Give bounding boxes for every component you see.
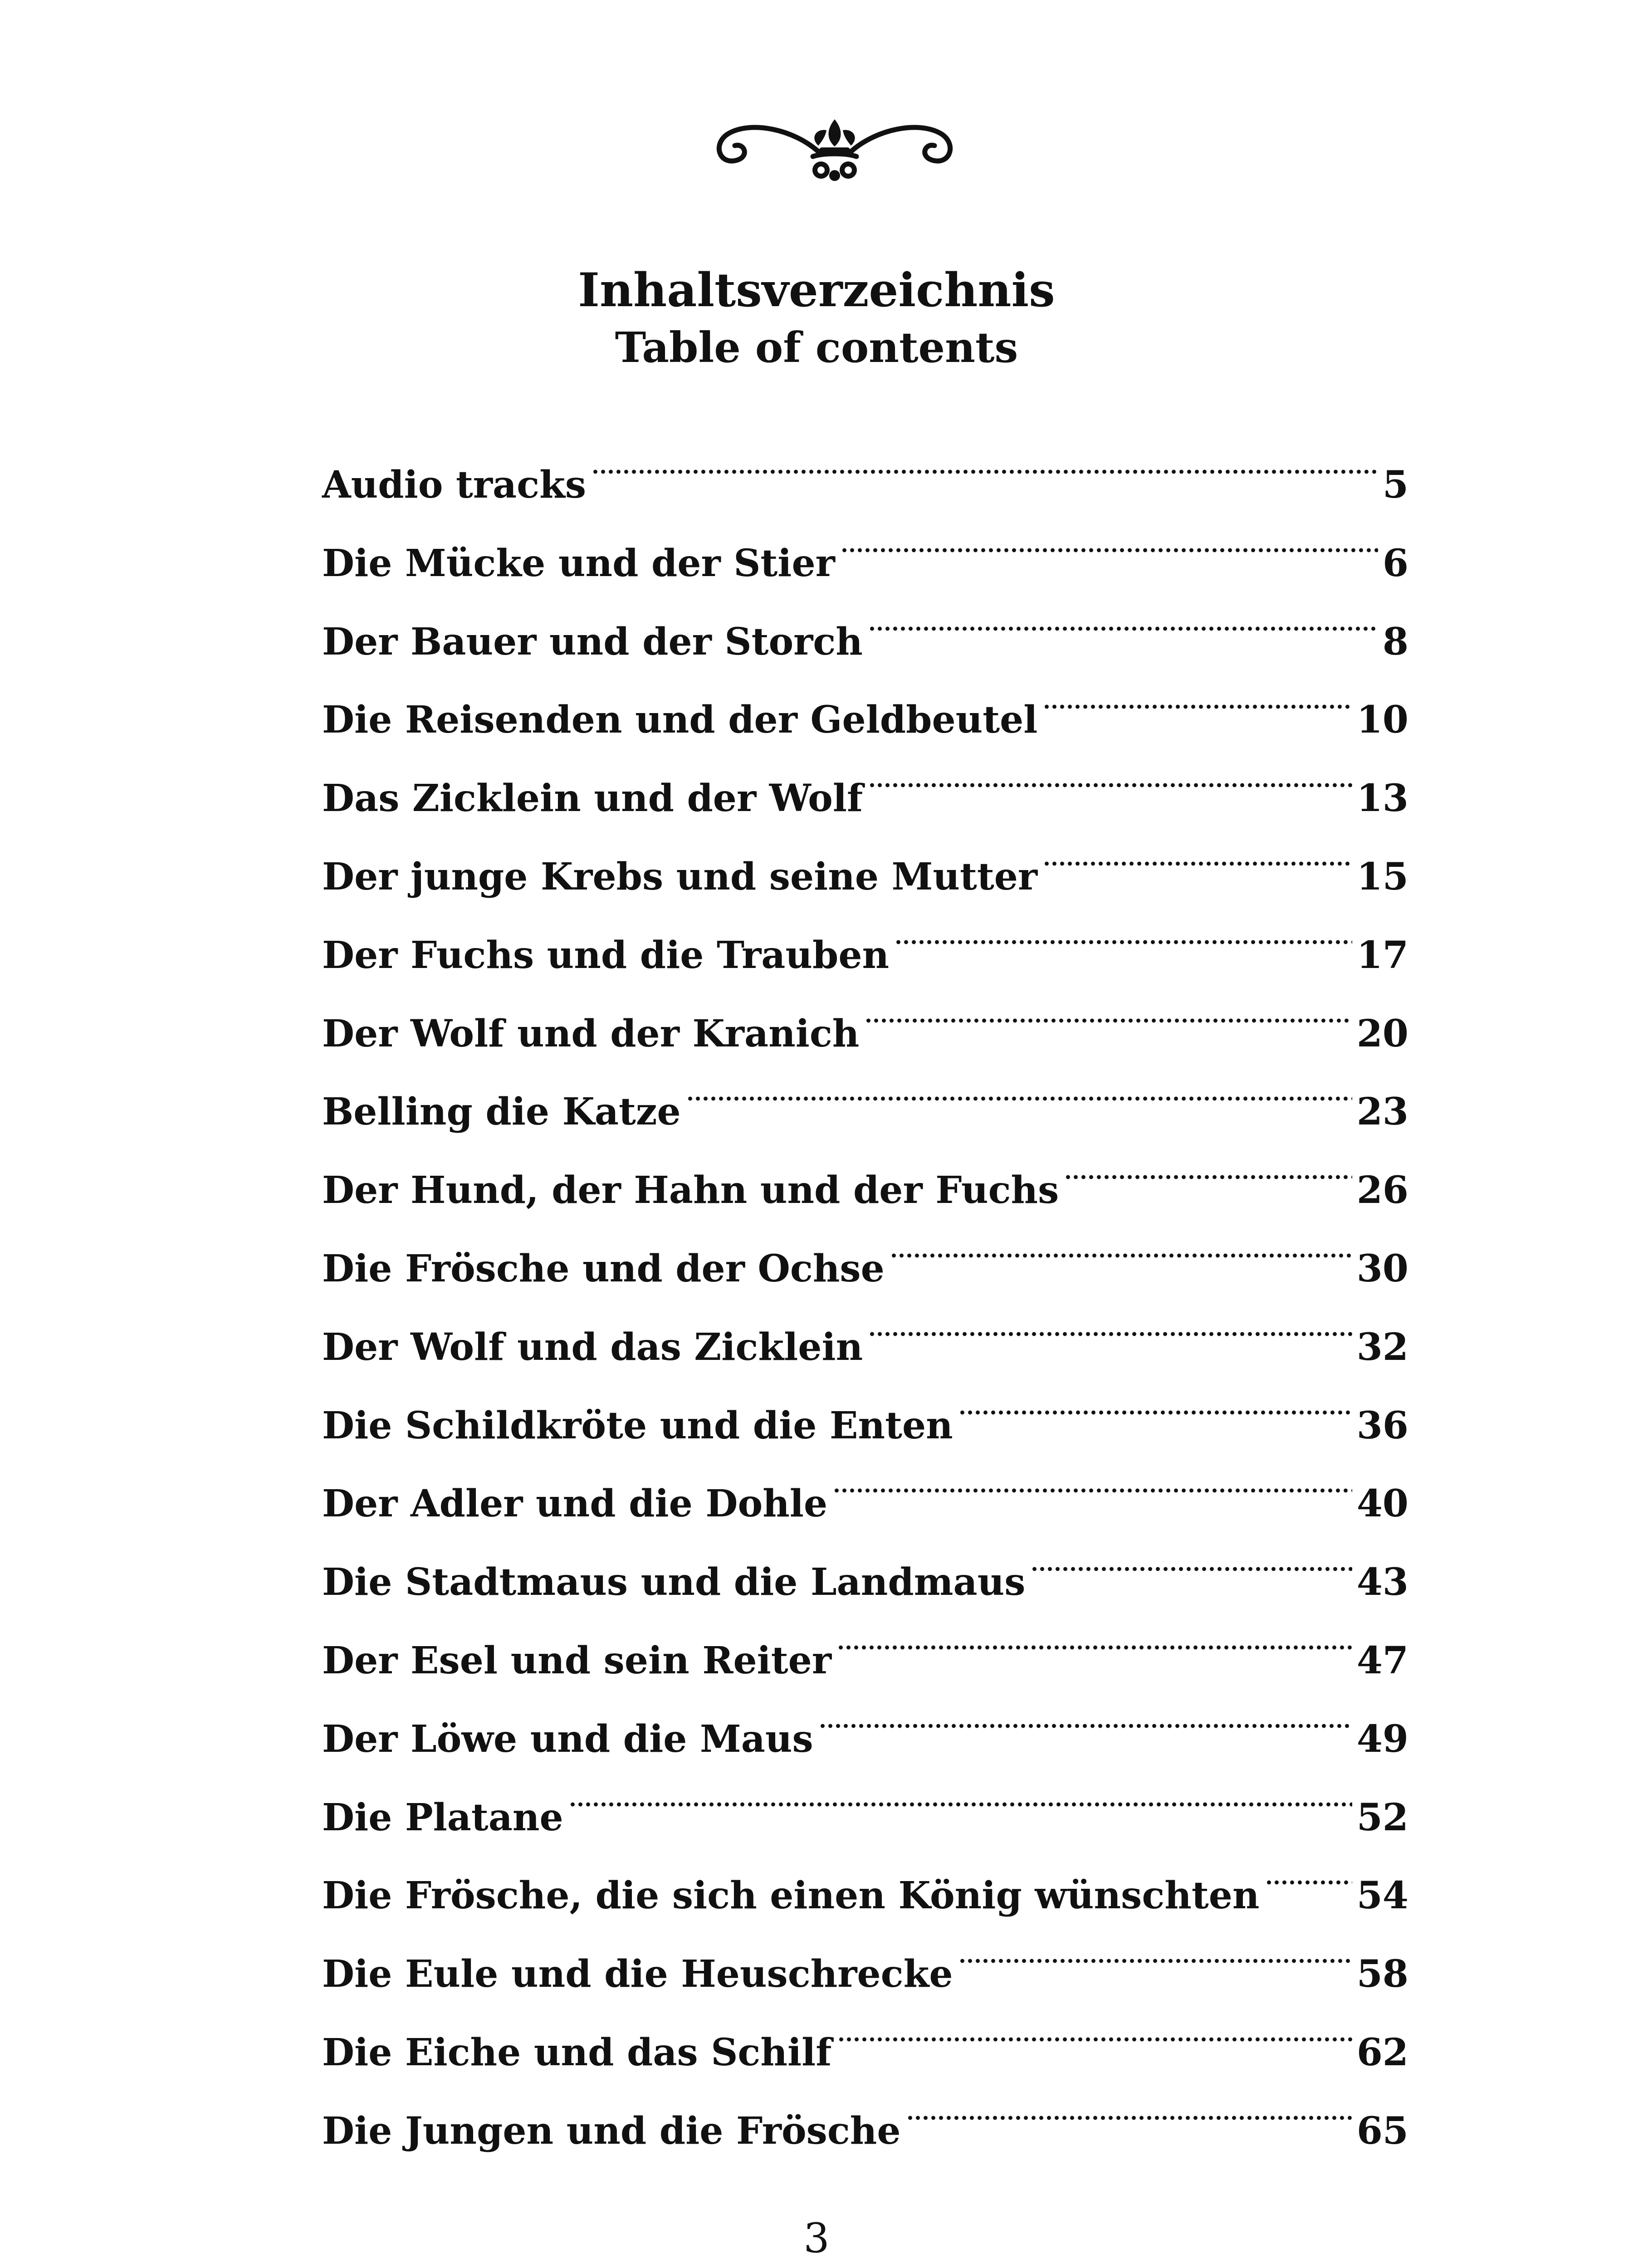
toc-entry-page: 36: [1356, 1403, 1408, 1447]
dot-leader: [1043, 655, 1352, 733]
toc-entry-title: Der junge Krebs und seine Mutter: [322, 855, 1038, 899]
dot-leader: [958, 1360, 1352, 1438]
toc-entry-page: 8: [1382, 620, 1408, 664]
toc-entry-title: Der Fuchs und die Trauben: [322, 933, 890, 977]
toc-entry-page: 40: [1356, 1482, 1408, 1526]
dot-leader: [1043, 811, 1352, 890]
toc-entry-title: Der Esel und sein Reiter: [322, 1638, 832, 1682]
toc-entry-page: 15: [1356, 855, 1408, 899]
dot-leader: [833, 1438, 1352, 1516]
dot-leader: [868, 577, 1378, 655]
dot-leader: [569, 1752, 1352, 1830]
toc-entry-page: 23: [1356, 1090, 1408, 1134]
toc-entry[interactable]: [322, 420, 1408, 507]
dot-leader: [895, 890, 1352, 968]
dot-leader: [865, 968, 1352, 1046]
toc-entry-title: Audio tracks: [322, 463, 587, 507]
dot-leader: [958, 1909, 1352, 1987]
toc-entry-page: 49: [1356, 1717, 1408, 1761]
dot-leader: [592, 420, 1378, 498]
toc-entry-title: Der Adler und die Dohle: [322, 1482, 828, 1526]
dot-leader: [686, 1046, 1352, 1124]
dot-leader: [837, 1595, 1352, 1673]
dot-leader: [890, 1203, 1352, 1281]
toc-entry-page: 47: [1356, 1638, 1408, 1682]
toc-entry-title: Die Frösche, die sich einen König wünschten: [322, 1874, 1260, 1918]
toc-entry-page: 62: [1356, 2030, 1408, 2074]
toc-entry-title: Die Stadtmaus und die Landmaus: [322, 1560, 1026, 1604]
toc-entry-title: Der Wolf und der Kranich: [322, 1012, 860, 1056]
dot-leader: [1031, 1517, 1352, 1595]
toc-entry-page: 10: [1356, 698, 1408, 742]
toc-entry-page: 52: [1356, 1795, 1408, 1839]
dot-leader: [868, 733, 1352, 811]
dot-leader: [841, 498, 1378, 576]
toc-entry-page: 65: [1356, 2109, 1408, 2153]
floral-flourish-icon: [753, 2257, 925, 2268]
toc-entry-title: Die Jungen und die Frösche: [322, 2109, 901, 2153]
page-title-english: Table of contents: [615, 323, 1018, 372]
toc-entry-title: Die Eule und die Heuschrecke: [322, 1952, 953, 1996]
toc-entry-title: Die Platane: [322, 1795, 563, 1839]
dot-leader: [906, 2066, 1352, 2144]
toc-entry-page: 58: [1356, 1952, 1408, 1996]
toc-entry-title: Die Eiche und das Schilf: [322, 2030, 832, 2074]
toc-entry-page: 13: [1356, 777, 1408, 821]
dot-leader: [837, 1987, 1352, 2065]
table-of-contents: [322, 420, 1408, 2153]
toc-entry-title: Der Hund, der Hahn und der Fuchs: [322, 1168, 1059, 1212]
dot-leader: [1265, 1830, 1352, 1908]
page-number: 3: [803, 2214, 830, 2262]
toc-entry-title: Das Zicklein und der Wolf: [322, 777, 863, 821]
toc-entry-page: 43: [1356, 1560, 1408, 1604]
scroll-flourish-icon: [708, 102, 962, 193]
toc-entry-page: 5: [1382, 463, 1408, 507]
toc-entry-title: Belling die Katze: [322, 1090, 681, 1134]
toc-entry-page: 32: [1356, 1325, 1408, 1369]
toc-entry-title: Die Schildkröte und die Enten: [322, 1403, 953, 1447]
toc-entry-title: Der Löwe und die Maus: [322, 1717, 813, 1761]
toc-entry-title: Der Bauer und der Storch: [322, 620, 863, 664]
toc-entry-title: Die Reisenden und der Geldbeutel: [322, 698, 1038, 742]
toc-entry-page: 6: [1382, 541, 1408, 585]
toc-entry-page: 26: [1356, 1168, 1408, 1212]
toc-entry-page: 54: [1356, 1874, 1408, 1918]
dot-leader: [1064, 1125, 1352, 1203]
toc-entry-title: Der Wolf und das Zicklein: [322, 1325, 863, 1369]
toc-entry-title: Die Mücke und der Stier: [322, 541, 835, 585]
dot-leader: [819, 1674, 1352, 1752]
toc-entry-title: Die Frösche und der Ochse: [322, 1246, 885, 1290]
toc-entry-page: 30: [1356, 1246, 1408, 1290]
page-title-german: Inhaltsverzeichnis: [578, 263, 1055, 318]
toc-entry-page: 17: [1356, 933, 1408, 977]
toc-entry-page: 20: [1356, 1012, 1408, 1056]
dot-leader: [868, 1282, 1352, 1360]
